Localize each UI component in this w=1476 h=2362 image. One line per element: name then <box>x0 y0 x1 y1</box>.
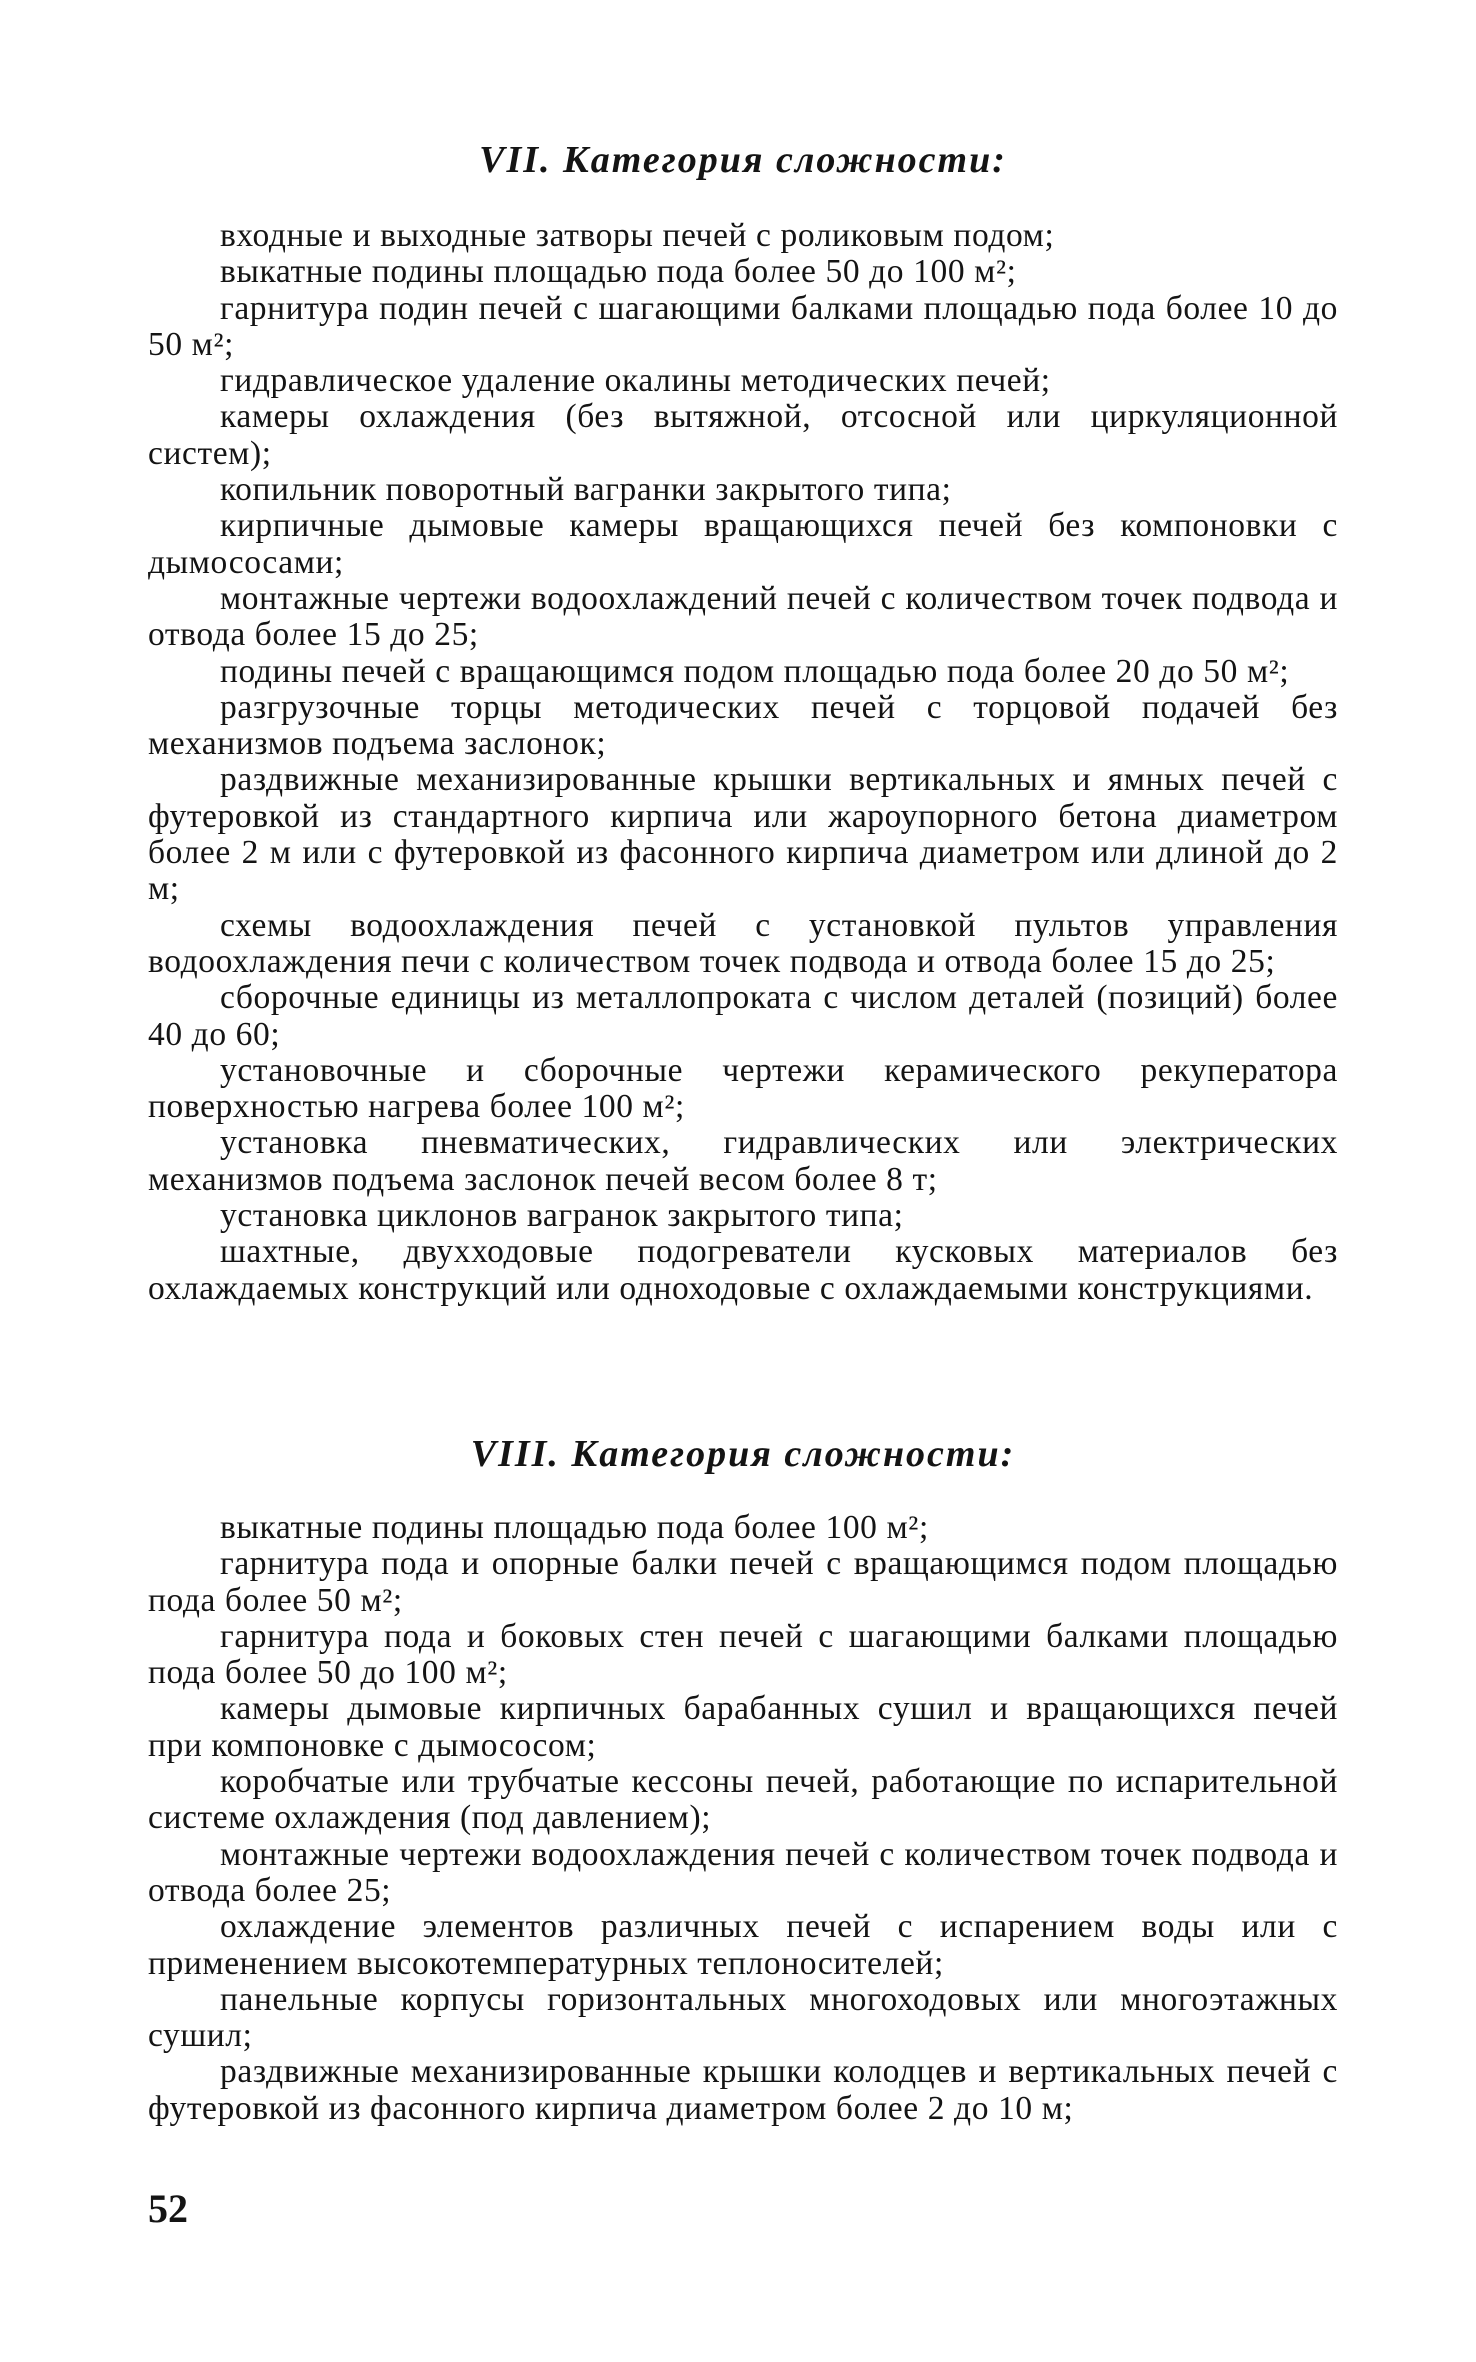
list-item: выкатные подины площадью пода более 50 до 100 м²; <box>220 253 1017 291</box>
section-heading-category-7: VII. Категория сложности: <box>479 139 1007 181</box>
list-item: раздвижные механизированные крышки вертикальных и ямных печей с футеровкой из стандартного кирпича или жароупорного бетона диаметром более 2 м или с футеровкой из фасонного кирпича диаметром или длиной до 2 м; <box>148 761 1338 908</box>
section-heading-category-8: VIII. Категория сложности: <box>470 1433 1016 1475</box>
list-item: гидравлическое удаление окалины методических печей; <box>220 362 1051 400</box>
list-item: монтажные чертежи водоохлаждений печей с количеством точек подвода и отвода более 15 до 25; <box>148 579 1338 654</box>
section-category-8 <box>148 1510 1338 2127</box>
list-item: монтажные чертежи водоохлаждения печей с количеством точек подвода и отвода более 25; <box>148 1835 1338 1909</box>
list-item: охлаждение элементов различных печей с испарением воды или с применением высокотемпературных теплоносителей; <box>148 1908 1338 1982</box>
list-item: установка циклонов вагранок закрытого типа; <box>220 1197 904 1235</box>
list-item: камеры охлаждения (без вытяжной, отсосной или циркуляционной систем); <box>148 398 1338 472</box>
list-item: раздвижные механизированные крышки колодцев и вертикальных печей с футеровкой из фасонного кирпича диаметром более 2 до 10 м; <box>148 2053 1338 2127</box>
list-item: шахтные, двухходовые подогреватели кусковых материалов без охлаждаемых конструкций или одноходовые с охлаждаемыми конструкциями. <box>148 1233 1338 1307</box>
list-item: копильник поворотный вагранки закрытого типа; <box>220 471 952 509</box>
list-item: установка пневматических, гидравлических или электрических механизмов подъема заслонок печей весом более 8 т; <box>148 1124 1338 1198</box>
list-item: кирпичные дымовые камеры вращающихся печей без компоновки с дымососами; <box>148 507 1338 581</box>
list-item: разгрузочные торцы методических печей с торцовой подачей без механизмов подъема заслонок; <box>148 688 1338 763</box>
list-item: сборочные единицы из металлопроката с числом деталей (позиций) более 40 до 60; <box>148 979 1338 1053</box>
list-item: схемы водоохлаждения печей с установкой пультов управления водоохлаждения печи с количеством точек подвода и отвода более 15 до 25; <box>148 906 1338 980</box>
list-item: гарнитура пода и боковых стен печей с шагающими балками площадью пода более 50 до 100 м²; <box>148 1617 1338 1692</box>
list-item: входные и выходные затворы печей с роликовым подом; <box>220 217 1055 254</box>
list-item: камеры дымовые кирпичных барабанных сушил и вращающихся печей при компоновке с дымососом; <box>148 1690 1338 1764</box>
section-category-7 <box>148 218 1338 1307</box>
list-item: подины печей с вращающимся подом площадью пода более 20 до 50 м²; <box>220 652 1290 690</box>
list-item: гарнитура пода и опорные балки печей с вращающимся подом площадью пода более 50 м²; <box>148 1545 1338 1619</box>
list-item: гарнитура подин печей с шагающими балками площадью пода более 10 до 50 м²; <box>148 289 1338 363</box>
list-item: выкатные подины площадью пода более 100 м²; <box>220 1509 929 1546</box>
list-item: коробчатые или трубчатые кессоны печей, работающие по испарительной системе охлаждения (под давлением); <box>148 1763 1338 1837</box>
list-item: установочные и сборочные чертежи керамического рекуператора поверхностью нагрева более 100 м²; <box>148 1051 1338 1126</box>
list-item: панельные корпусы горизонтальных многоходовых или многоэтажных сушил; <box>148 1980 1338 2055</box>
page-number: 52 <box>148 2186 188 2231</box>
